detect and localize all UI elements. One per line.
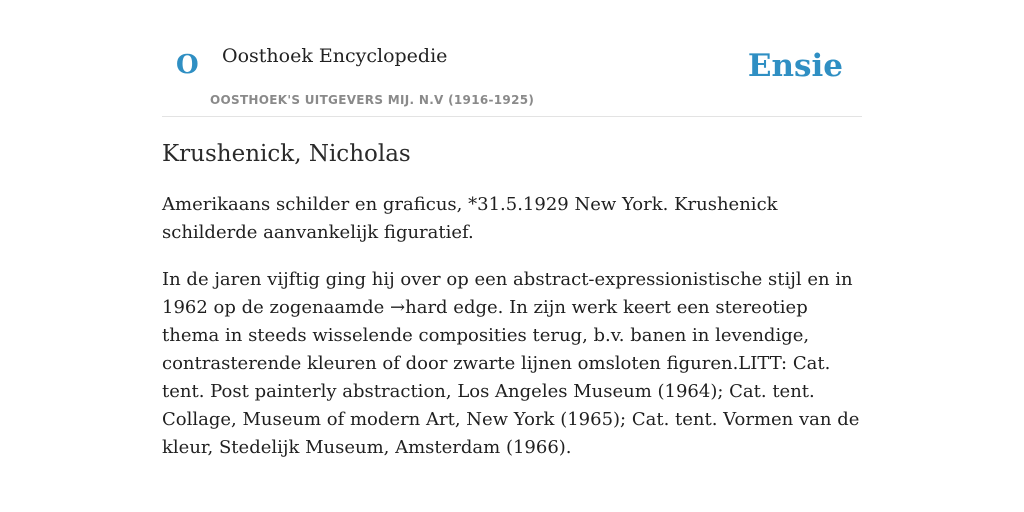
hard-edge-link[interactable]: →hard edge — [390, 297, 498, 318]
site-header — [162, 0, 862, 117]
paragraph-text: . In zijn werk keert een stereotiep thema in steeds wisselende composities terug, b.v. banen in levendige, contrasterende kleuren of door zwarte lijnen omsloten figuren.LITT: Cat. tent. Post painterly abstraction, Los Angeles Museum (1964); Cat. tent. Collage, Museum of modern Art, New York (1965); Cat. tent. Vormen van de kleur, Stedelijk Museum, Amsterdam (1966). — [162, 297, 860, 458]
article — [162, 138, 862, 481]
ensie-brand-link[interactable]: Ensie — [747, 48, 843, 84]
publisher-subtitle: OOSTHOEK'S UITGEVERS MIJ. N.V (1916-1925) — [210, 93, 535, 107]
article-title: Krushenick, Nicholas — [162, 141, 411, 167]
article-paragraph — [162, 266, 862, 462]
site-title-link[interactable]: Oosthoek Encyclopedie — [222, 45, 448, 67]
site-logo-link[interactable]: O — [176, 50, 199, 80]
paragraph-text: In de jaren vijftig ging hij over op een abstract-expressionistische stijl en in 1962 op de zogenaamde — [162, 269, 853, 318]
article-paragraph: Amerikaans schilder en graficus, *31.5.1929 New York. Krushenick schilderde aanvankelijk figuratief. — [162, 194, 778, 243]
